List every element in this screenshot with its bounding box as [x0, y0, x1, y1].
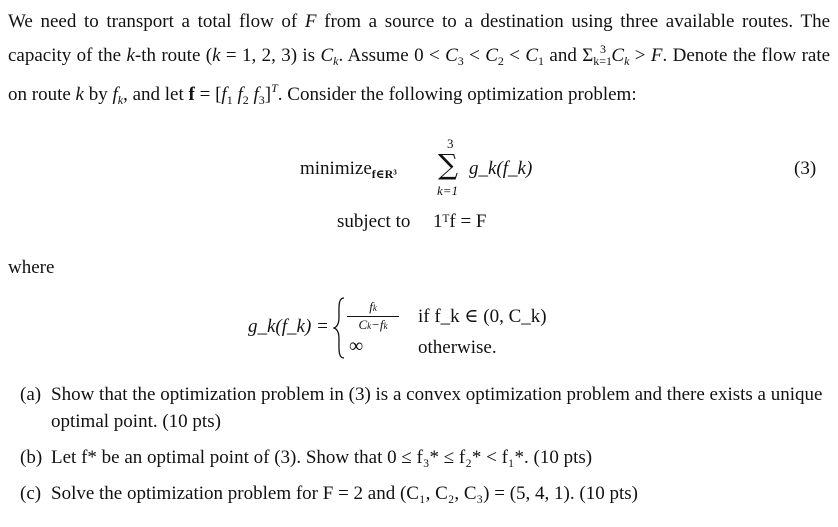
- subject-to-label: subject to: [337, 211, 411, 232]
- constraint: 1ᵀf = F: [433, 211, 487, 232]
- case2-value: ∞: [349, 335, 364, 357]
- question-b: [20, 444, 825, 471]
- question-label: (a): [20, 384, 42, 405]
- sum-upper-limit: 3: [447, 136, 454, 151]
- objective-function: g_k(f_k): [469, 158, 533, 179]
- question-a: [20, 381, 825, 435]
- minimize-label: minimize$_{f\in R^3}$: [300, 158, 397, 181]
- intro-paragraph: We need to transport a total flow of F from a source to a destination using three available routes. The capacity of the k-th route (k = 1, 2, 3) is $C_k$. Assume $0 < C_3 < C_2 < C_1$ and $\Sigma_{k=1}^3$ $C_k > F$. Denote the flow rate on route k by $f_k$, and let $f = [f_1$ $f_2$ $f_3]^T$. Consider the following optimization problem:: [8, 11, 831, 107]
- equation-number: (3): [794, 158, 817, 179]
- sum-icon: ∑: [438, 148, 458, 181]
- question-text: Show that the optimization problem in (3) is a convex optimization problem and there exists a unique optimal point. (10 pts): [51, 384, 823, 432]
- where-label: where: [8, 257, 55, 278]
- question-label: (b): [20, 447, 43, 468]
- question-c: [20, 480, 825, 507]
- g-definition-lhs: g_k(f_k) =: [248, 316, 329, 337]
- question-text: Solve the optimization problem for F = 2 and (C₁, C₂, C₃) = (5, 4, 1). (10 pts): [51, 483, 638, 504]
- left-brace-icon: [333, 297, 345, 359]
- question-text: Let f* be an optimal point of (3). Show that 0 ≤ f₃* ≤ f₂* < f₁*. (10 pts): [51, 447, 593, 468]
- case2-condition: otherwise.: [418, 337, 497, 358]
- case1-condition: if f_k ∈ (0, C_k): [418, 306, 547, 327]
- question-label: (c): [20, 483, 42, 504]
- case1-fraction: fk Ck−fk: [347, 300, 399, 333]
- sum-lower-limit: k=1: [437, 183, 459, 198]
